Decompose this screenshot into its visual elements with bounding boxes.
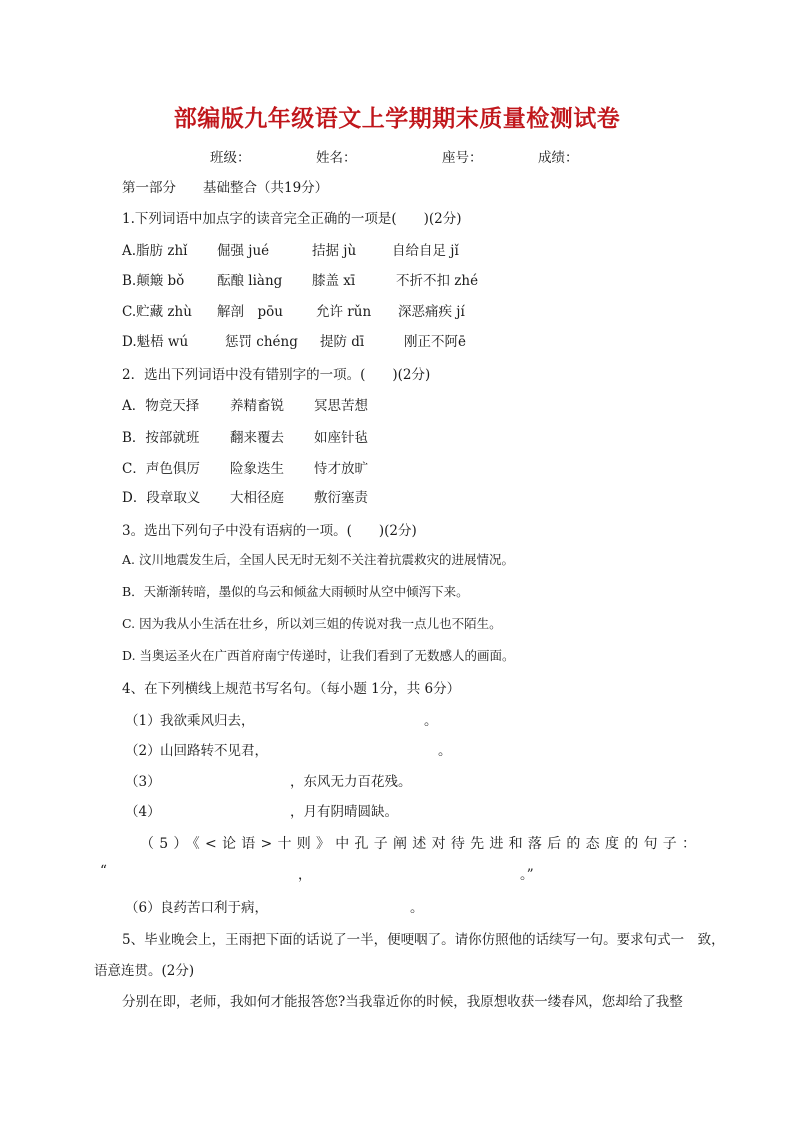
question-3-stem: 3。选出下列句子中没有语病的一项。( )(2分): [122, 523, 417, 539]
q4-item-1-text: 我欲乘风归去，: [160, 713, 255, 729]
question-5-passage: 分别在即，老师，我如何才能报答您?当我靠近你的时候，我原想收获一缕春风，您却给了我整: [122, 994, 683, 1010]
q2-option-b-word3: 如座针毡: [314, 430, 368, 446]
q2-option-d-word3: 敷衍塞责: [314, 490, 368, 506]
question-2-stem: 2．选出下列词语中没有错别字的一项。( )(2分): [122, 367, 431, 383]
question-4-stem: 4、在下列横线上规范书写名句。（每小题 1分，共 6分）: [122, 681, 461, 697]
q4-item-5-comma: ，: [298, 867, 312, 883]
q4-item-6-number: （6）: [125, 900, 161, 916]
q1-option-a-word4: 自给自足 jǐ: [392, 243, 459, 259]
q3-option-b: B．天渐渐转暗，墨似的乌云和倾盆大雨顿时从空中倾泻下来。: [122, 584, 469, 599]
q2-option-b-word1: B．按部就班: [122, 430, 200, 446]
name-label: 姓名：: [316, 150, 357, 166]
q4-item-5-open-quote: “: [100, 863, 107, 879]
q4-item-1-number: （1）: [125, 713, 161, 729]
question-5-stem-line2: 语意连贯。(2分): [94, 963, 195, 979]
q2-option-c-word3: 恃才放旷: [314, 461, 368, 477]
q4-item-6-text: 良药苦口利于病，: [160, 900, 268, 916]
q2-option-a-word2: 养精畜锐: [230, 398, 284, 414]
question-1-stem: 1.下列词语中加点字的读音完全正确的一项是( )(2分): [122, 211, 462, 227]
q2-option-c-word2: 险象迭生: [230, 461, 284, 477]
q4-item-6-end: 。: [410, 900, 424, 916]
q2-option-c-word1: C．声色俱厉: [122, 461, 200, 477]
question-5-stem-line1: 5、毕业晚会上，王雨把下面的话说了一半，便哽咽了。请你仿照他的话续写一句。要求句式一 致，: [122, 932, 725, 948]
q4-item-2-end: 。: [438, 743, 452, 759]
q1-option-a-word2: 倔强 jué: [217, 243, 270, 259]
part-heading: 第一部分 基础整合（共19分）: [122, 180, 329, 196]
page-title: 部编版九年级语文上学期期末质量检测试卷: [173, 106, 621, 132]
class-label: 班级：: [210, 150, 251, 166]
q2-option-d-word1: D．段章取义: [122, 490, 201, 506]
q1-option-c-word3: 允许 rǔn: [316, 304, 372, 320]
q2-option-d-word2: 大相径庭: [230, 490, 284, 506]
q1-option-d-word1: D.魁梧 wú: [122, 334, 189, 350]
q4-item-4-text: ，月有阴晴圆缺。: [290, 804, 398, 820]
q2-option-a-word3: 冥思苦想: [314, 398, 368, 414]
q3-option-c: C. 因为我从小生活在壮乡，所以刘三姐的传说对我一点儿也不陌生。: [122, 616, 502, 631]
q1-option-a-word3: 拮据 jù: [312, 243, 357, 259]
q4-item-3-number: （3）: [125, 774, 161, 790]
q1-option-b-word2: 酝酿 liàng: [217, 273, 283, 289]
score-label: 成绩：: [538, 150, 579, 166]
q1-option-b-word3: 膝盖 xī: [312, 273, 356, 289]
q1-option-d-word3: 提防 dī: [320, 334, 365, 350]
q4-item-2-text: 山回路转不见君，: [160, 743, 268, 759]
q1-option-d-word4: 刚正不阿ē: [404, 334, 466, 350]
q2-option-b-word2: 翻来覆去: [230, 430, 284, 446]
q4-item-1-end: 。: [424, 713, 438, 729]
q1-option-c-word1: C.贮藏 zhù: [122, 304, 192, 320]
q1-option-c-word4: 深恶痛疾 jí: [398, 304, 465, 320]
q1-option-d-word2: 惩罚 chéng: [225, 334, 298, 350]
q1-option-b-word1: B.颠簸 bǒ: [122, 273, 185, 289]
q2-option-a-word1: A．物竞天择: [122, 398, 200, 414]
q1-option-a-word1: A.脂肪 zhǐ: [122, 243, 188, 259]
q1-option-c-word2: 解剖 pōu: [217, 304, 283, 320]
q4-item-2-number: （2）: [125, 743, 161, 759]
seat-label: 座号：: [442, 150, 483, 166]
q3-option-a: A. 汶川地震发生后，全国人民无时无刻不关注着抗震救灾的进展情况。: [122, 552, 514, 567]
q3-option-d: D. 当奥运圣火在广西首府南宁传递时，让我们看到了无数感人的画面。: [122, 648, 515, 663]
q1-option-b-word4: 不折不扣 zhé: [396, 273, 479, 289]
q4-item-5-close-quote: 。”: [520, 867, 534, 883]
q4-item-3-text: ，东风无力百花残。: [290, 774, 412, 790]
q4-item-5-text: （5）《<论语>十则》中孔子阐述对待先进和落后的态度的句子：: [140, 836, 696, 852]
q4-item-4-number: （4）: [125, 804, 161, 820]
